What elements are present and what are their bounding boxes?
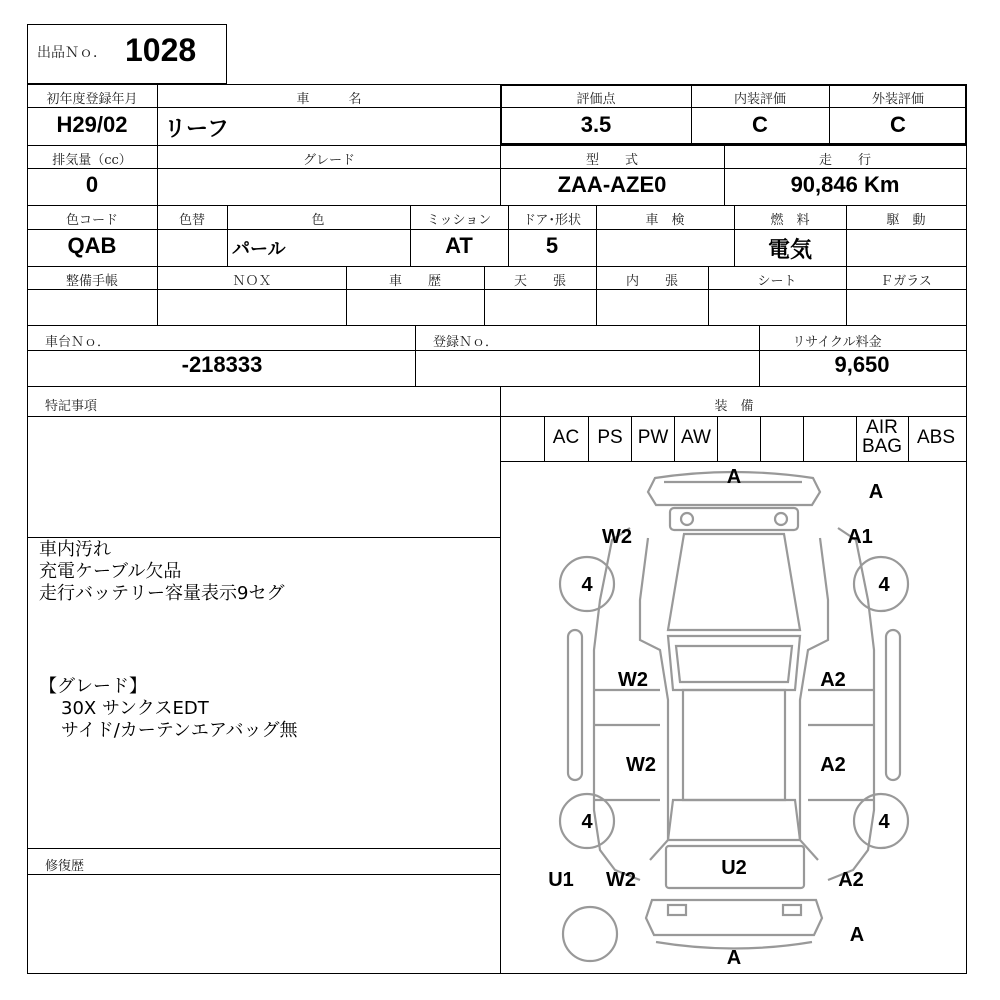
damage-right-front-fender: A1: [847, 526, 873, 548]
notes-text: [39, 539, 284, 605]
registration-label: 登録Ｎｏ．: [433, 335, 499, 350]
tire-front-right: 4: [878, 574, 890, 596]
damage-left-rear-door: W2: [626, 754, 656, 776]
chassis-number: -218333: [181, 352, 263, 377]
drive-label: 駆 動: [886, 213, 926, 228]
history-label: 車 歴: [388, 274, 442, 289]
displacement: 0: [85, 172, 99, 197]
grade-note-line: 30X サンクスEDT: [61, 698, 209, 719]
damage-rear-right: A: [849, 924, 865, 946]
score-label: 評価点: [576, 92, 616, 107]
grade-note-heading: 【グレード】: [39, 676, 147, 697]
damage-rear-bottom: A: [726, 947, 742, 969]
score: 3.5: [580, 112, 612, 137]
doors: 5: [545, 233, 559, 258]
repair-history-label: 修復歴: [45, 859, 85, 874]
mileage: 90,846 Km: [790, 172, 900, 197]
reg-year-label: 初年度登録年月: [46, 92, 138, 107]
exterior-grade: C: [890, 112, 906, 137]
damage-right-front-door: A2: [820, 669, 846, 691]
equipment-airbag-1: AIR: [866, 417, 898, 438]
color-code-label: 色コード: [65, 213, 119, 228]
note-line: 車内汚れ: [39, 539, 111, 560]
grade-notes: [39, 676, 297, 742]
tire-rear-left: 4: [581, 811, 593, 833]
model: ZAA-AZE0: [557, 172, 667, 197]
equipment-ps: PS: [597, 427, 623, 448]
damage-front-top: A: [726, 466, 742, 488]
car-damage-diagram: [500, 462, 966, 973]
tire-front-left: 4: [581, 574, 593, 596]
damage-trunk: U2: [721, 857, 747, 879]
car-name: リーフ: [164, 116, 229, 141]
equipment-pw: PW: [637, 427, 669, 448]
transmission-label: ミッション: [426, 213, 492, 228]
grade-note-line: サイド/カーテンエアバッグ無: [61, 720, 298, 741]
damage-rear-left: U1: [548, 869, 574, 891]
seat-label: シート: [757, 274, 797, 289]
color-label: 色: [311, 213, 325, 228]
damage-front-right: A: [868, 481, 884, 503]
interior-trim-label: 内 張: [625, 274, 679, 289]
recycle-label: リサイクル料金: [792, 335, 882, 350]
note-line: 充電ケーブル欠品: [39, 561, 182, 582]
equipment-ac: AC: [552, 427, 580, 448]
interior-grade-label: 内装評価: [733, 92, 787, 107]
damage-left-front-door: W2: [618, 669, 648, 691]
chassis-label: 車台Ｎｏ．: [45, 335, 111, 350]
equipment-aw: AW: [681, 427, 711, 448]
reg-year: H29/02: [56, 112, 128, 137]
damage-left-rear-fender: W2: [606, 869, 636, 891]
damage-right-rear-door: A2: [820, 754, 846, 776]
sunroof-label: 天 張: [513, 274, 567, 289]
repaint-label: 色替: [178, 213, 206, 228]
inspection-label: 車 検: [645, 213, 685, 228]
color: パール: [232, 239, 286, 260]
damage-left-front-fender: W2: [602, 526, 632, 548]
note-line: 走行バッテリー容量表示9セグ: [39, 583, 285, 604]
fuel-label: 燃 料: [770, 213, 810, 228]
maintenance-label: 整備手帳: [65, 274, 119, 289]
damage-right-rear-fender: A2: [838, 869, 864, 891]
fuel: 電気: [767, 237, 813, 262]
interior-grade: C: [752, 112, 768, 137]
doors-label: ドア･形状: [522, 213, 582, 228]
lot-number-label: 出品Ｎｏ．: [37, 45, 107, 61]
mileage-label: 走 行: [818, 153, 872, 168]
equipment-label: 装 備: [714, 399, 754, 414]
notes-label: 特記事項: [45, 399, 98, 414]
equipment-airbag-2: BAG: [861, 436, 903, 457]
lot-number: 1028: [125, 32, 197, 68]
color-code: QAB: [67, 233, 117, 258]
recycle-fee: 9,650: [834, 352, 890, 377]
nox-label: ＮＯＸ: [232, 274, 272, 289]
transmission: AT: [445, 233, 473, 258]
equipment-abs: ABS: [916, 427, 956, 448]
exterior-grade-label: 外装評価: [871, 92, 925, 107]
tire-rear-right: 4: [878, 811, 890, 833]
grade-label: グレード: [302, 153, 356, 168]
displacement-label: 排気量（cc）: [52, 153, 132, 168]
model-label: 型 式: [585, 153, 639, 168]
car-name-label: 車 名: [296, 92, 362, 107]
fglass-label: Ｆガラス: [880, 274, 932, 289]
